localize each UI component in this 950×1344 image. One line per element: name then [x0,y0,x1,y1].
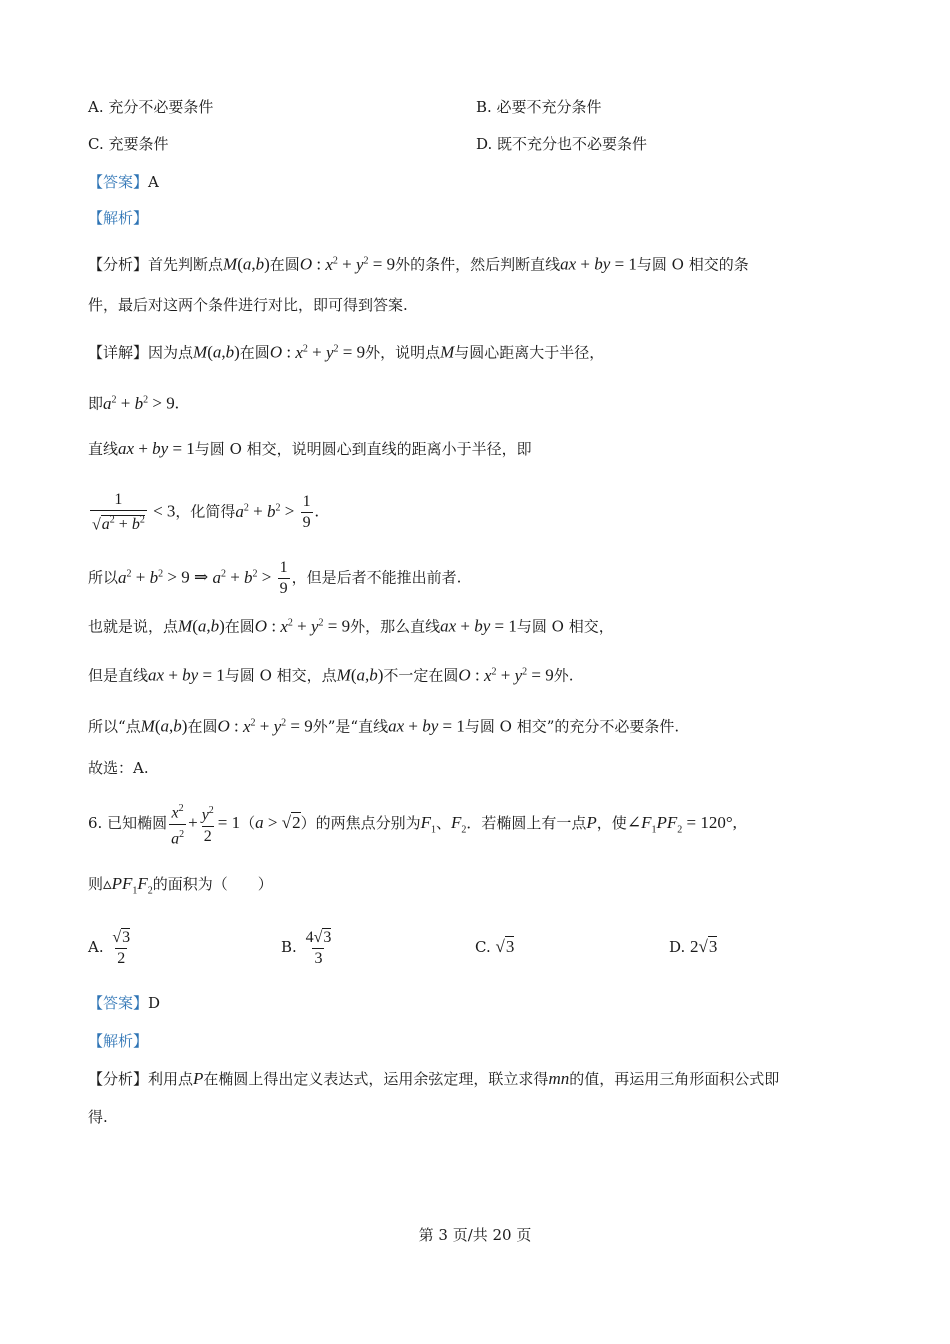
math: + [164,665,183,685]
math: O [299,254,313,274]
answer-line [88,171,159,193]
text: 在圆 [269,255,300,274]
math: (a,b) [207,342,240,362]
math: (a,b) [350,665,384,685]
text: 6. 已知椭圆 [88,814,168,832]
text: 外，说明点 [365,343,441,362]
math: by [474,616,491,636]
math: 2√3 [690,937,718,956]
text: 与圆 O 相交， [516,617,614,636]
math: = 9 [368,254,396,274]
guxuan-line: 故选：A. [88,759,149,777]
math: + [225,567,245,587]
math: √3 [495,937,515,956]
math: + [248,501,268,521]
fenxi-line-1 [88,250,749,276]
fraction: $\frac{y^2}{2}$ [201,805,214,845]
math: = 1 [438,716,465,736]
text: 外，那么直线 [350,617,441,636]
xiangjie-line-8 [88,712,679,738]
q6-option-d [669,936,717,958]
math: (a,b) [154,716,188,736]
math: + [292,616,311,636]
math: = 9 [286,716,313,736]
answer-tag: 【答案】 [88,994,149,1012]
math: = 9 [323,616,351,636]
text: B. [281,938,297,956]
math: M [193,342,208,362]
math: ax [118,439,135,458]
math: ax [148,665,165,685]
xiangjie-line-7 [88,661,574,687]
math: $▵PF_1F_2$ [103,874,153,897]
text: 不一定在圆 [383,666,459,685]
math: $b^2$ [149,567,164,587]
text: 与圆 O 相交的条 [636,255,749,274]
math: . [314,501,319,521]
text: 所以“点 [88,717,141,736]
option-c: C. 充要条件 [88,135,169,153]
math: by [422,716,439,736]
math: > √2 [263,813,301,832]
xiangjie-tag: 【详解】 [88,343,149,362]
math: < 3 [148,501,176,521]
math: O [217,716,230,736]
math: $b^2$ [267,501,281,521]
math: $x^2$ [325,254,338,274]
option-b: B. 必要不充分条件 [476,98,602,116]
fenxi-line-2: 件，最后对这两个条件进行对比，即可得到答案. [88,296,408,314]
math: $b^2$ [244,567,258,587]
text: （ [240,814,256,832]
xiangjie-line-5 [88,550,461,602]
math: + [576,254,595,274]
math: = 1 [610,254,637,274]
math: + [134,439,153,458]
math: = 1 [168,439,195,458]
text: 与圆心距离大于半径， [454,343,605,362]
text: 即 [88,394,104,413]
math: : [229,716,243,736]
fraction: $\frac{x^2}{a^2}$ [171,803,185,847]
math: $a^2$ [212,567,226,587]
page-footer: 第 3 页/共 20 页 [418,1226,532,1244]
math: O [269,342,283,362]
math: : [312,254,326,274]
math: $x^2$ [242,716,256,736]
math: > [280,501,299,521]
math: $\angle F_1PF_2 = 120^\circ$, [626,813,737,836]
math: + [456,616,475,636]
math: by [594,254,611,274]
math: ax [560,254,577,274]
math: $y^2$ [514,665,528,685]
answer-value: D [148,994,161,1012]
xiangjie-line-2 [88,389,179,415]
text: 但是直线 [88,666,149,685]
answer-value: A [148,173,159,191]
xiangjie-line-3 [88,438,532,460]
math: $y^2$ [355,254,369,274]
math: M [223,254,238,274]
q6-option-a [88,922,134,972]
math: $a^2$ [235,501,249,521]
text: 在椭圆上得出定义表达式，运用余弦定理，联立求得 [203,1070,549,1088]
text: 在圆 [224,617,255,636]
math: = 1 [217,813,241,832]
text: 在圆 [187,717,218,736]
text: ，化简得 [175,502,236,521]
math: ax [440,616,457,636]
math: > 9. [148,393,179,413]
math: O [254,616,268,636]
text: 与圆 O 相交，点 [224,666,337,685]
math: $x^2$ [295,342,308,362]
q6-fenxi-line-2: 得. [88,1108,108,1126]
fenxi-tag: 【分析】 [88,255,149,274]
q6-analysis-tag: 【解析】 [88,1032,149,1050]
math: $a^2$ [103,393,117,413]
text: 外的条件，然后判断直线 [395,255,561,274]
xiangjie-line-4 [88,484,319,536]
text: ，但是后者不能推出前者. [291,568,462,587]
math: $y^2$ [310,616,324,636]
math: M [336,665,351,685]
math: $y^2$ [273,716,287,736]
text: D. [669,938,686,956]
math: > [257,567,276,587]
math: : [470,665,484,685]
q6-option-b [281,922,335,972]
q6-fenxi-line-1 [88,1068,779,1090]
text: A. [88,938,104,956]
fraction: $\frac{1}{9}$ [279,559,288,598]
answer-tag: 【答案】 [88,173,149,191]
option-a: A. 充分不必要条件 [88,98,214,116]
math: $x^2$ [280,616,293,636]
xiangjie-line-1 [88,338,604,364]
math: = 1 [490,616,517,636]
math: + [255,716,274,736]
math: mn [548,1069,570,1088]
xiangjie-line-6 [88,612,614,638]
text: 在圆 [239,343,270,362]
math: M [440,342,455,362]
text: 也就是说，点 [88,617,179,636]
math: + [131,567,150,587]
math: : [282,342,296,362]
math: M [178,616,193,636]
q6-line-2 [88,873,273,902]
math: ax [388,716,405,736]
math: $F_2$ [451,813,467,836]
text: 则 [88,875,104,893]
fraction: $\frac{1}{9}$ [302,493,311,532]
fraction: $\frac{4√3}{3}$ [305,928,332,967]
text: 因为点 [148,343,194,362]
math: = 9 [338,342,366,362]
math: : [267,616,281,636]
math: $F_1$ [420,813,436,836]
text: 直线 [88,440,119,458]
analysis-tag: 【解析】 [88,209,149,227]
math: $b^2$ [134,393,149,413]
q6-option-c [475,936,514,958]
math: + [404,716,423,736]
math: = 9 [527,665,554,685]
text: 外. [553,666,574,685]
text: 利用点 [148,1070,194,1088]
text: 与圆 O 相交”的充分不必要条件. [464,717,680,736]
text: ．若椭圆上有一点 [466,814,587,832]
math: + [188,813,198,832]
text: 与圆 O 相交，说明圆心到直线的距离小于半径，即 [194,440,532,458]
q6-line-1 [88,798,737,855]
text: 所以 [88,568,119,587]
math: $y^2$ [325,342,339,362]
option-d: D. 既不充分也不必要条件 [476,135,648,153]
text: 的值，再运用三角形面积公式即 [569,1070,780,1088]
math: $a^2$ [118,567,132,587]
text: 外”是“直线 [312,717,389,736]
math: a [255,813,264,832]
math: $x^2$ [483,665,497,685]
fraction: $\frac{√3}{2}$ [112,928,131,967]
math: > 9 ⇒ [163,567,213,587]
fenxi-tag: 【分析】 [88,1070,149,1088]
math: (a,b) [192,616,225,636]
math: by [182,665,199,685]
math: + [307,342,326,362]
math: + [337,254,356,274]
math: + [116,393,135,413]
math: M [140,716,155,736]
text: 、 [435,814,451,832]
math: P [193,1069,204,1088]
text: 的面积为（ ） [152,875,273,893]
text: ）的两焦点分别为 [300,814,421,832]
math: = 1 [198,665,225,685]
math: P [586,813,597,832]
math: O [458,665,471,685]
fraction: $\frac{1}{√a^2 + b^2}$ [92,491,145,534]
text: 首先判断点 [148,255,224,274]
q6-answer-line [88,992,160,1014]
math: by [152,439,169,458]
math: + [496,665,515,685]
text: ，使 [596,814,627,832]
math: (a,b) [237,254,270,274]
text: C. [475,938,491,956]
